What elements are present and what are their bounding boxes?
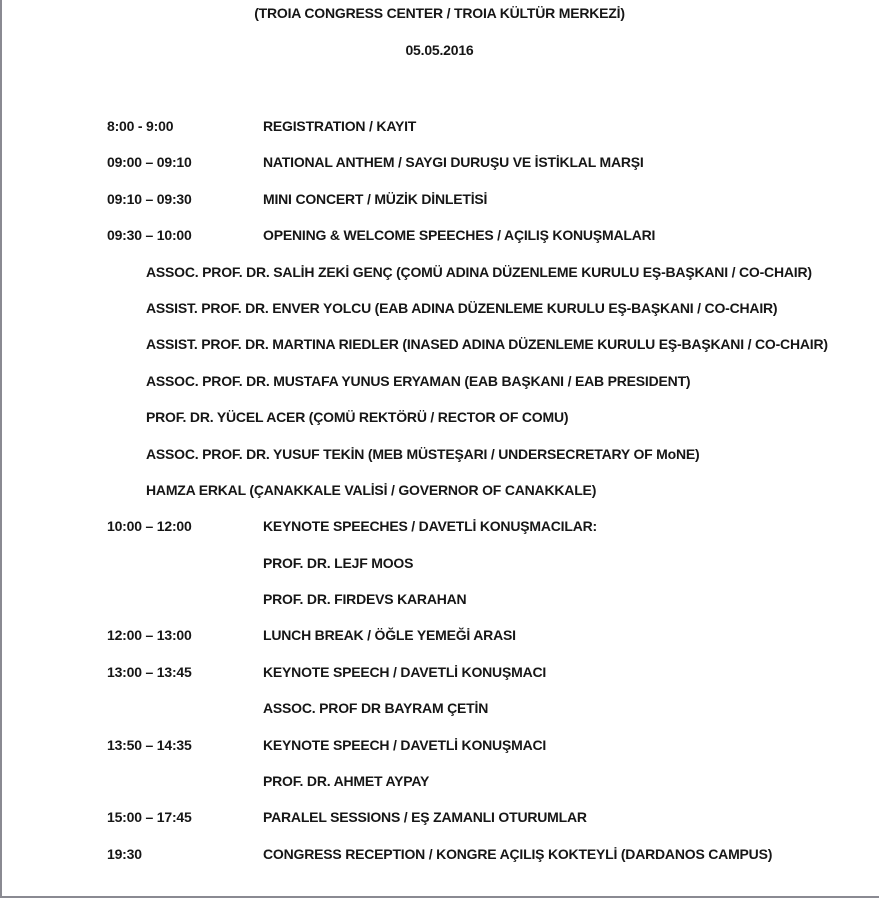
- schedule-text: OPENING & WELCOME SPEECHES / AÇILIŞ KONUŞMALARI: [263, 227, 656, 244]
- schedule-row: [0, 336, 879, 372]
- schedule-row: [0, 118, 879, 154]
- schedule-row: [0, 227, 879, 263]
- schedule-text: KEYNOTE SPEECH / DAVETLİ KONUŞMACI: [263, 663, 547, 680]
- schedule-text: PROF. DR. FIRDEVS KARAHAN: [263, 591, 467, 608]
- schedule-text: PROF. DR. YÜCEL ACER (ÇOMÜ REKTÖRÜ / RECTOR OF COMU): [146, 409, 569, 426]
- schedule-time: 8:00 - 9:00: [107, 118, 174, 134]
- schedule-row: [0, 555, 879, 591]
- schedule-row: [0, 846, 879, 882]
- schedule-row: [0, 627, 879, 663]
- schedule: [0, 118, 879, 882]
- schedule-time: 12:00 – 13:00: [107, 627, 192, 644]
- schedule-row: [0, 409, 879, 445]
- schedule-text: PROF. DR. AHMET AYPAY: [263, 773, 430, 790]
- schedule-text: CONGRESS RECEPTION / KONGRE AÇILIŞ KOKTEYLİ (DARDANOS CAMPUS): [263, 845, 773, 862]
- schedule-row: [0, 591, 879, 627]
- schedule-text: LUNCH BREAK / ÖĞLE YEMEĞİ ARASI: [263, 627, 516, 644]
- schedule-row: [0, 700, 879, 736]
- schedule-row: [0, 518, 879, 554]
- venue-title: (TROIA CONGRESS CENTER / TROIA KÜLTÜR MERKEZİ): [254, 5, 625, 21]
- schedule-text: KEYNOTE SPEECH / DAVETLİ KONUŞMACI: [263, 736, 547, 753]
- schedule-row: [0, 264, 879, 300]
- schedule-text: HAMZA ERKAL (ÇANAKKALE VALİSİ / GOVERNOR OF CANAKKALE): [146, 481, 597, 498]
- schedule-time: 15:00 – 17:45: [107, 809, 192, 826]
- schedule-row: [0, 446, 879, 482]
- event-date: 05.05.2016: [405, 42, 474, 58]
- schedule-row: [0, 300, 879, 336]
- schedule-time: 10:00 – 12:00: [107, 518, 192, 535]
- schedule-time: 09:30 – 10:00: [107, 227, 192, 244]
- schedule-row: [0, 482, 879, 518]
- schedule-time: 13:50 – 14:35: [107, 736, 192, 753]
- schedule-time: 09:10 – 09:30: [107, 190, 192, 207]
- schedule-text: KEYNOTE SPEECHES / DAVETLİ KONUŞMACILAR:: [263, 518, 597, 535]
- schedule-text: ASSIST. PROF. DR. MARTINA RIEDLER (INASED ADINA DÜZENLEME KURULU EŞ-BAŞKANI / CO-CHAIR): [146, 336, 828, 353]
- schedule-time: 13:00 – 13:45: [107, 663, 192, 680]
- schedule-row: [0, 773, 879, 809]
- schedule-time: 09:00 – 09:10: [107, 154, 192, 171]
- schedule-row: [0, 373, 879, 409]
- schedule-text: PROF. DR. LEJF MOOS: [263, 554, 414, 571]
- schedule-text: ASSOC. PROF. DR. YUSUF TEKİN (MEB MÜSTEŞARI / UNDERSECRETARY OF MoNE): [146, 445, 700, 462]
- schedule-text: ASSIST. PROF. DR. ENVER YOLCU (EAB ADINA DÜZENLEME KURULU EŞ-BAŞKANI / CO-CHAIR): [146, 299, 778, 316]
- schedule-text: NATIONAL ANTHEM / SAYGI DURUŞU VE İSTİKLAL MARŞI: [263, 154, 644, 171]
- schedule-row: [0, 737, 879, 773]
- schedule-time: 19:30: [107, 845, 142, 862]
- schedule-text: ASSOC. PROF. DR. SALİH ZEKİ GENÇ (ÇOMÜ ADINA DÜZENLEME KURULU EŞ-BAŞKANI / CO-CHAIR): [146, 263, 812, 280]
- schedule-row: [0, 154, 879, 190]
- schedule-text: PARALEL SESSIONS / EŞ ZAMANLI OTURUMLAR: [263, 809, 587, 826]
- schedule-row: [0, 664, 879, 700]
- schedule-text: REGISTRATION / KAYIT: [263, 118, 417, 134]
- schedule-row: [0, 809, 879, 845]
- schedule-row: [0, 191, 879, 227]
- schedule-text: MINI CONCERT / MÜZİK DİNLETİSİ: [263, 190, 488, 207]
- schedule-text: ASSOC. PROF. DR. MUSTAFA YUNUS ERYAMAN (EAB BAŞKANI / EAB PRESIDENT): [146, 372, 691, 389]
- schedule-text: ASSOC. PROF DR BAYRAM ÇETİN: [263, 700, 489, 717]
